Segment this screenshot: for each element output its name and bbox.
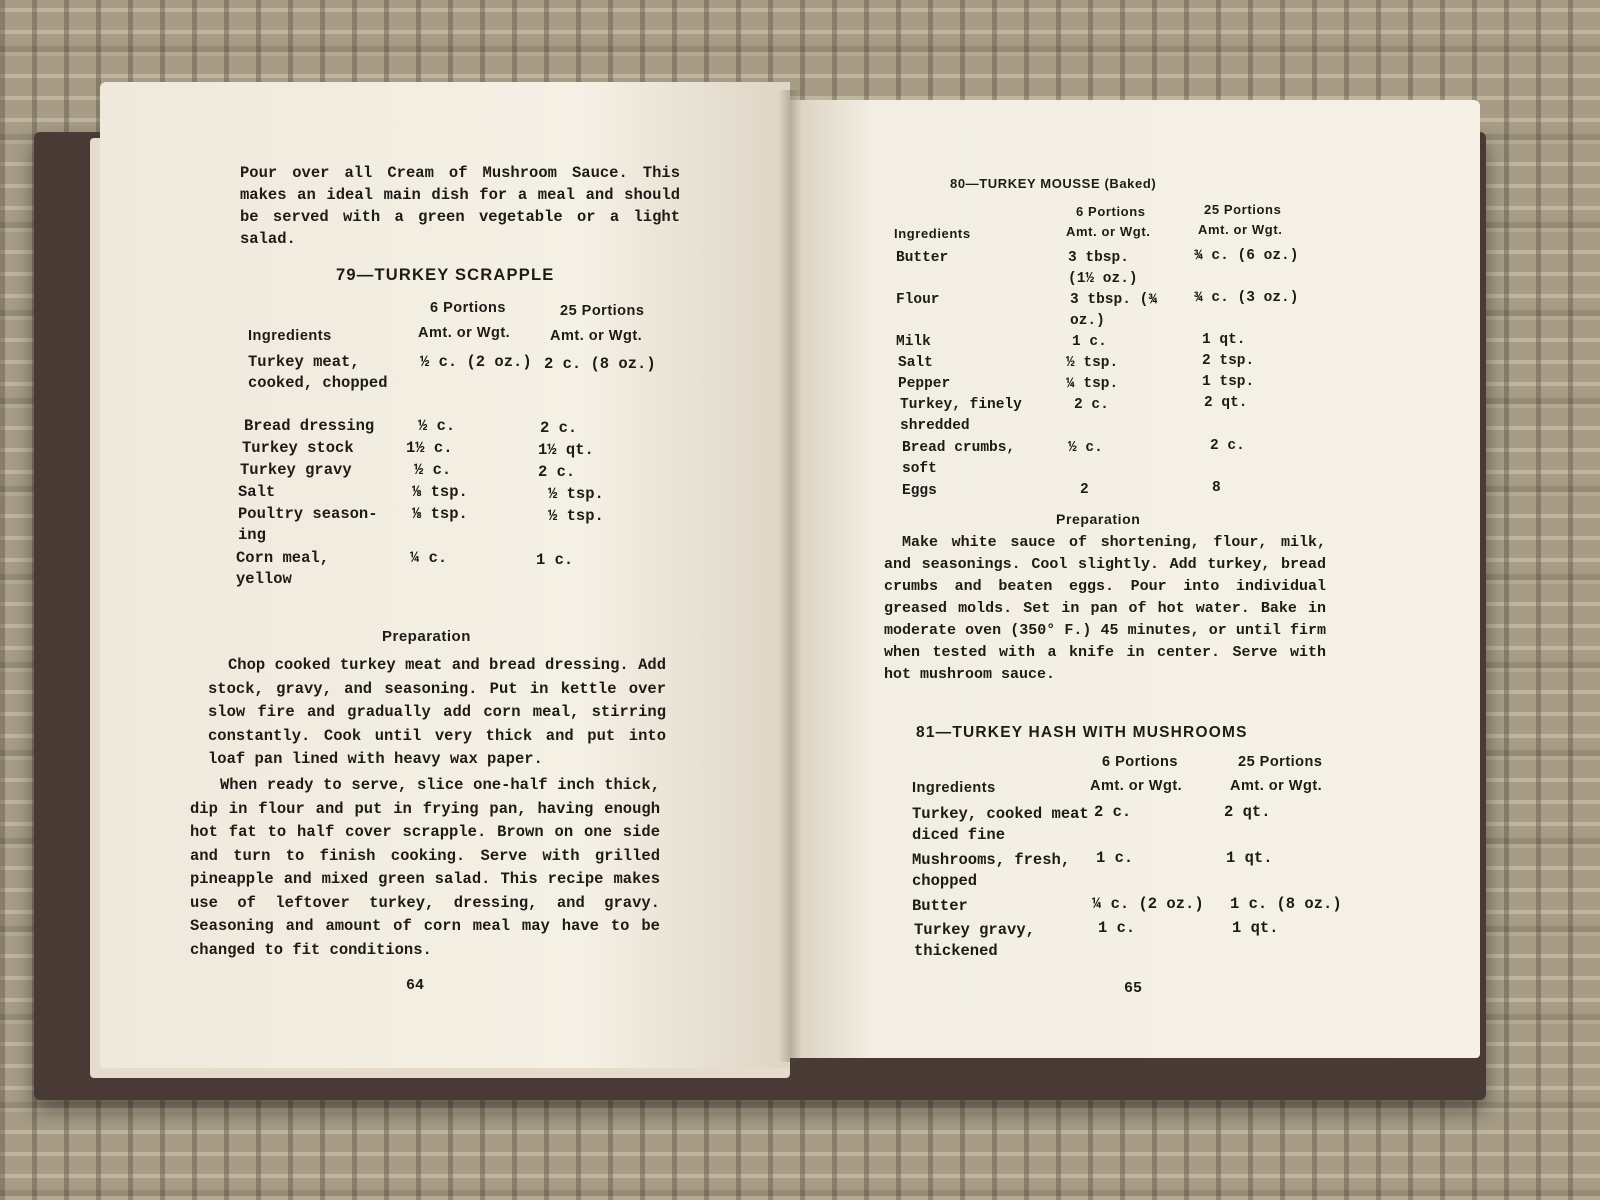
ingredient-name: Eggs <box>902 483 937 499</box>
ingredient-amt-25: 1 c. (8 oz.) <box>1230 895 1342 913</box>
ingredient-name: Butter <box>912 897 968 915</box>
ingredient-amt-25: 1 qt. <box>1202 332 1246 348</box>
ingredient-amt-6: ½ c. (2 oz.) <box>420 353 532 371</box>
preparation-heading: Preparation <box>382 628 471 645</box>
ingredient-name: Salt <box>238 483 276 501</box>
preparation-heading: Preparation <box>1056 511 1141 527</box>
ingredient-name: Turkey gravy, thickened <box>914 921 1035 960</box>
col-header-amt-6: Amt. or Wgt. <box>1066 224 1151 239</box>
ingredient-amt-25: 1 qt. <box>1226 849 1273 867</box>
col-header-6-portions: 6 Portions <box>1076 204 1146 219</box>
ingredient-amt-6: 1 c. <box>1098 919 1136 937</box>
ingredient-amt-25: 2 tsp. <box>1202 353 1255 369</box>
intro-paragraph: Pour over all Cream of Mushroom Sauce. This makes an ideal main dish for a meal and should be served with a green vegetable or a light salad. <box>240 164 680 248</box>
ingredient-amt-6: ¼ tsp. <box>1066 376 1119 392</box>
ingredient-amt-6: 3 tbsp. (1½ oz.) <box>1068 250 1138 287</box>
left-page <box>100 82 790 1068</box>
ingredient-amt-25: 1 tsp. <box>1202 374 1255 390</box>
ingredient-amt-6: ½ c. <box>414 461 452 479</box>
ingredient-name: Turkey gravy <box>240 461 352 479</box>
ingredient-name: Turkey, cooked meat diced fine <box>912 805 1089 844</box>
col-header-amt-6: Amt. or Wgt. <box>1090 778 1183 794</box>
ingredient-amt-6: ¼ c. <box>410 549 448 567</box>
ingredient-name: Bread crumbs, soft <box>902 440 1016 477</box>
col-header-amt-25: Amt. or Wgt. <box>550 328 643 344</box>
ingredient-amt-6: ½ c. <box>418 417 456 435</box>
mousse-preparation-paragraph: Make white sauce of shortening, flour, milk, and seasonings. Cool slightly. Add turkey, bread crumbs and beaten eggs. Pour into individual greased molds. Set in pan of hot water. Bake in moderate oven (350° F.) 45 minutes, or until firm when tested with a knife in center. Serve with hot mushroom sauce. <box>884 534 1326 683</box>
ingredient-amt-25: ¾ c. (6 oz.) <box>1194 248 1299 264</box>
page-number: 64 <box>406 977 425 994</box>
ingredient-amt-6: ½ tsp. <box>1066 355 1119 371</box>
preparation-paragraph-1: Chop cooked turkey meat and bread dressing. Add stock, gravy, and seasoning. Put in kettle over slow fire and gradually add corn meal, stirring constantly. Cook until very thick and put into loaf pan lined with heavy wax paper. <box>208 656 666 768</box>
recipe-title: 79—TURKEY SCRAPPLE <box>336 266 555 284</box>
right-page <box>790 100 1480 1058</box>
ingredient-amt-25: ½ tsp. <box>548 485 604 503</box>
col-header-6-portions: 6 Portions <box>430 300 506 316</box>
col-header-amt-6: Amt. or Wgt. <box>418 325 511 341</box>
ingredient-amt-25: 1½ qt. <box>538 441 594 459</box>
ingredient-name: Salt <box>898 355 933 371</box>
ingredient-name: Butter <box>896 250 949 266</box>
ingredient-name: Flour <box>896 292 940 308</box>
ingredient-name: Corn meal, yellow <box>236 549 330 588</box>
ingredient-amt-25: 2 qt. <box>1224 803 1271 821</box>
ingredient-amt-25: ¾ c. (3 oz.) <box>1194 290 1299 306</box>
ingredient-amt-25: 2 c. <box>540 419 578 437</box>
recipe-title-mousse: 80—TURKEY MOUSSE (Baked) <box>950 176 1157 191</box>
ingredient-amt-6: 1 c. <box>1096 849 1134 867</box>
ingredient-amt-6: ⅛ tsp. <box>412 505 468 523</box>
ingredient-amt-6: 1 c. <box>1072 334 1107 350</box>
col-header-25-portions: 25 Portions <box>1238 754 1323 770</box>
book-gutter <box>778 90 802 1062</box>
ingredient-amt-6: ⅛ tsp. <box>412 483 468 501</box>
col-header-6-portions: 6 Portions <box>1102 754 1178 770</box>
ingredient-amt-6: 2 <box>1080 482 1089 498</box>
ingredient-amt-25: 1 c. <box>536 551 574 569</box>
ingredient-name: Turkey meat, cooked, chopped <box>248 353 388 392</box>
ingredient-amt-25: 2 qt. <box>1204 395 1248 411</box>
ingredient-name: Pepper <box>898 376 951 392</box>
col-header-25-portions: 25 Portions <box>560 303 645 319</box>
ingredient-amt-25: 1 qt. <box>1232 919 1279 937</box>
col-header-ingredients: Ingredients <box>894 226 971 241</box>
ingredient-amt-25: 2 c. <box>538 463 576 481</box>
col-header-25-portions: 25 Portions <box>1204 202 1282 217</box>
col-header-amt-25: Amt. or Wgt. <box>1198 222 1283 237</box>
ingredient-amt-6: 3 tbsp. (¾ oz.) <box>1070 292 1158 329</box>
ingredient-name: Poultry season-ing <box>238 505 378 544</box>
ingredient-amt-6: ¼ c. (2 oz.) <box>1092 895 1204 913</box>
ingredient-name: Bread dressing <box>244 417 375 435</box>
ingredient-name: Turkey, finely shredded <box>900 397 1022 434</box>
recipe-title-hash: 81—TURKEY HASH WITH MUSHROOMS <box>916 724 1248 741</box>
col-header-ingredients: Ingredients <box>912 780 996 796</box>
ingredient-amt-6: ½ c. <box>1068 440 1103 456</box>
ingredient-amt-25: 8 <box>1212 480 1221 496</box>
col-header-ingredients: Ingredients <box>248 328 332 344</box>
ingredient-amt-6: 1½ c. <box>406 439 453 457</box>
ingredient-amt-6: 2 c. <box>1074 397 1109 413</box>
ingredient-amt-25: ½ tsp. <box>548 507 604 525</box>
preparation-paragraph-2: When ready to serve, slice one-half inch thick, dip in flour and put in frying pan, having enough hot fat to half cover scrapple. Brown on one side and turn to finish cooking. Serve with grilled pineapple and mixed green salad. This recipe makes use of leftover turkey, dressing, and gravy. Seasoning and amount of corn meal may have to be changed to fit conditions. <box>190 776 660 959</box>
ingredient-amt-6: 2 c. <box>1094 803 1132 821</box>
ingredient-name: Turkey stock <box>242 439 354 457</box>
ingredient-amt-25: 2 c. (8 oz.) <box>544 355 656 373</box>
col-header-amt-25: Amt. or Wgt. <box>1230 778 1323 794</box>
page-number: 65 <box>1124 980 1143 997</box>
ingredient-name: Milk <box>896 334 931 350</box>
ingredient-amt-25: 2 c. <box>1210 438 1245 454</box>
ingredient-name: Mushrooms, fresh, chopped <box>912 851 1071 890</box>
